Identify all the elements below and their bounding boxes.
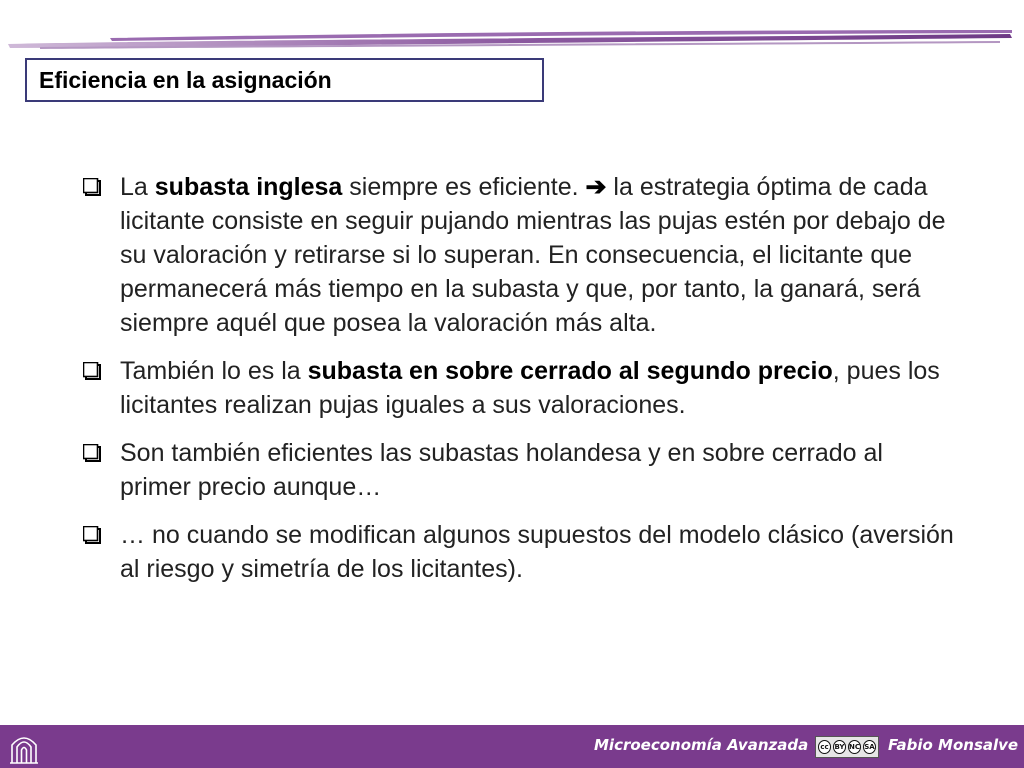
creative-commons-by-nc-sa-icon	[815, 736, 879, 758]
bullet-text-mid: siempre es eficiente.	[342, 173, 586, 201]
bullet-list	[78, 170, 958, 600]
cc-label: cc	[818, 740, 831, 754]
bullet-text-post: , pues los licitantes realizan pujas iguales a sus valoraciones.	[120, 357, 940, 419]
bullet-bold: subasta inglesa	[154, 173, 343, 201]
footer-bar	[0, 725, 1024, 768]
nc-label: NC	[848, 740, 861, 754]
author-name: Fabio Monsalve	[888, 736, 1019, 754]
bullet-text-pre: También lo es la	[120, 357, 308, 385]
list-item	[78, 436, 958, 504]
university-logo-icon	[8, 729, 40, 765]
list-item	[78, 518, 958, 586]
bullet-bold: subasta en sobre cerrado al segundo precio	[307, 357, 833, 385]
checkbox-icon	[83, 526, 101, 544]
bullet-text: Son también eficientes las subastas holandesa y en sobre cerrado al primer precio aunque…	[120, 439, 883, 501]
slide-title-box	[25, 58, 544, 102]
list-item	[78, 354, 958, 422]
sa-label: SA	[863, 740, 876, 754]
top-decoration	[0, 0, 1024, 56]
slide-title: Eficiencia en la asignación	[39, 66, 332, 93]
list-item	[78, 170, 958, 340]
bullet-text: … no cuando se modifican algunos supuestos del modelo clásico (aversión al riesgo y simetría de los licitantes).	[120, 521, 954, 583]
right-arrow-icon: ➔	[585, 173, 607, 201]
by-label: BY	[833, 740, 846, 754]
checkbox-icon	[83, 362, 101, 380]
checkbox-icon	[83, 444, 101, 462]
bullet-text-pre: La	[120, 173, 155, 201]
course-name: Microeconomía Avanzada	[594, 736, 809, 754]
bullet-text-post: la estrategia óptima de cada licitante consiste en seguir pujando mientras las pujas estén por debajo de su valoración y retirarse si lo superan. En consecuencia, el licitante que permanecerá más tiempo en la subasta y que, por tanto, la ganará, será siempre aquél que posea la valoración más alta.	[120, 173, 946, 337]
checkbox-icon	[83, 178, 101, 196]
